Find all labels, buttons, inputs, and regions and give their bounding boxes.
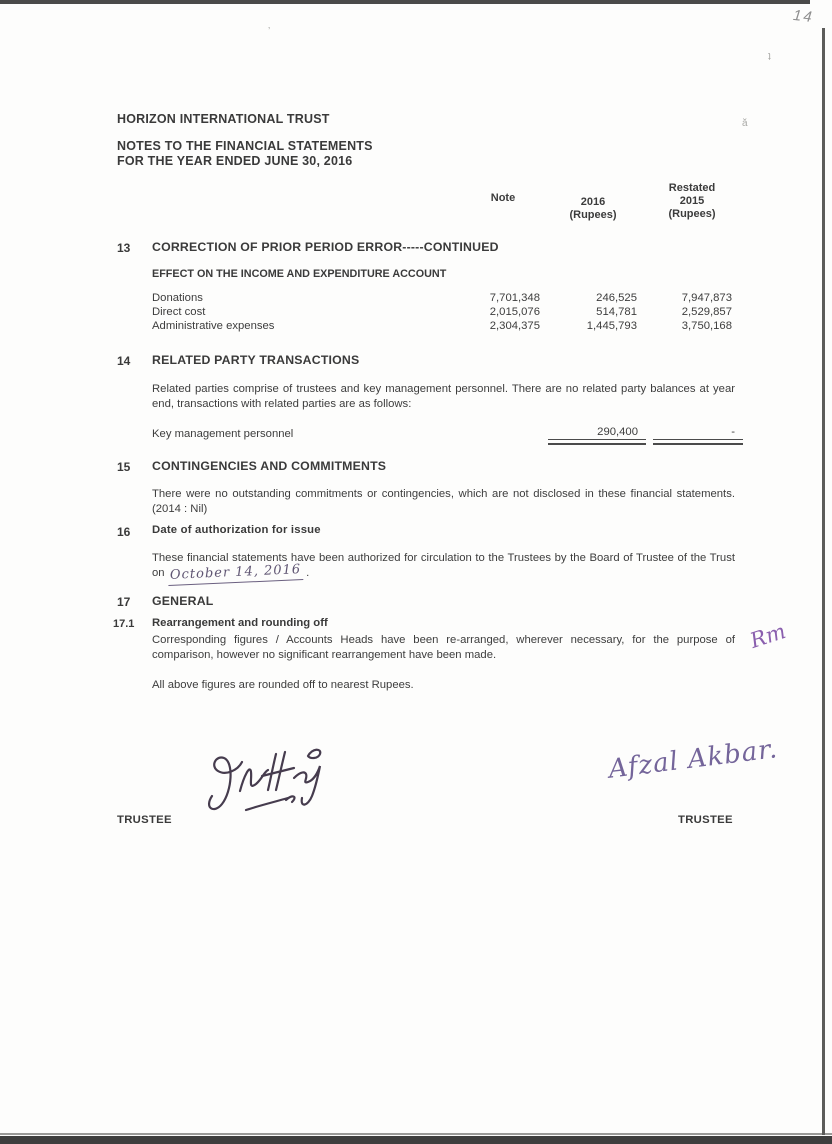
section-14-title: RELATED PARTY TRANSACTIONS [152, 353, 360, 367]
row-value-note-col: 2,015,076 [489, 306, 540, 318]
section-15-number: 15 [117, 460, 131, 474]
kmp-value-2015-text: - [653, 426, 743, 440]
row-label: Donations [152, 292, 203, 304]
section-16-title: Date of authorization for issue [152, 524, 321, 536]
row-label: Direct cost [152, 306, 206, 318]
col-header-restated-2015 [650, 182, 734, 221]
row-value-note-col: 7,701,348 [489, 292, 540, 304]
scan-speck: ʇ [768, 52, 771, 63]
scan-speck: ’ [268, 26, 271, 37]
kmp-value-2016 [548, 426, 646, 445]
section-13-title: CORRECTION OF PRIOR PERIOD ERROR-----CONTINUED [152, 240, 499, 254]
scan-speck: ӑ [742, 118, 748, 129]
section-13-subtitle: EFFECT ON THE INCOME AND EXPENDITURE ACCOUNT [152, 268, 447, 280]
row-value-note-col: 2,304,375 [489, 320, 540, 332]
rearrangement-paragraph: Corresponding figures / Accounts Heads have been re-arranged, wherever necessary, for the purpose of comparison, however no significant rearrangement have been made. [152, 634, 735, 661]
col-header-restated: Restated [668, 182, 716, 194]
org-name: HORIZON INTERNATIONAL TRUST [117, 112, 330, 126]
section-14-number: 14 [117, 354, 131, 368]
initials-handwritten: Rm [747, 619, 789, 653]
row-value-2015: 2,529,857 [681, 306, 732, 318]
trustee-label-left: TRUSTEE [117, 814, 172, 826]
kmp-value-2015 [653, 426, 743, 445]
section-16-number: 16 [117, 525, 131, 539]
section-17-title: GENERAL [152, 594, 214, 608]
rounding-paragraph: All above figures are rounded off to nearest Rupees. [152, 679, 414, 691]
row-value-2016: 246,525 [596, 292, 637, 304]
col-header-2016 [553, 196, 633, 222]
col-header-2015-unit: (Rupees) [668, 208, 716, 220]
doc-title [117, 139, 373, 168]
signature-right: Afzal Akbar. [606, 734, 780, 785]
kmp-value-2016-text: 290,400 [548, 426, 646, 440]
rearrangement-heading: Rearrangement and rounding off [152, 617, 328, 629]
col-header-2016-year: 2016 [580, 196, 606, 208]
doc-title-line2: FOR THE YEAR ENDED JUNE 30, 2016 [117, 153, 353, 168]
authorization-paragraph [152, 551, 735, 582]
section-17-number: 17 [117, 595, 131, 609]
row-value-2015: 7,947,873 [681, 292, 732, 304]
col-header-note: Note [490, 192, 516, 204]
page-number-handwritten: 14 [792, 6, 815, 27]
section-17-1-number: 17.1 [113, 618, 135, 630]
kmp-row-label: Key management personnel [152, 428, 294, 440]
related-party-paragraph: Related parties comprise of trustees and key management personnel. There are no related party balances at year end, transactions with related parties are as follows: [152, 383, 735, 410]
doc-title-line1: NOTES TO THE FINANCIAL STATEMENTS [117, 139, 373, 153]
trustee-label-right: TRUSTEE [678, 814, 733, 826]
section-13-number: 13 [117, 241, 131, 255]
signature-left-strokes [190, 736, 330, 821]
row-label: Administrative expenses [152, 320, 275, 332]
col-header-2016-unit: (Rupees) [569, 209, 617, 221]
row-value-2015: 3,750,168 [681, 320, 732, 332]
scan-top-edge [0, 0, 810, 4]
row-value-2016: 1,445,793 [586, 320, 637, 332]
scan-bottom-edge [0, 1136, 832, 1144]
scan-bottom-edge-line [0, 1133, 832, 1135]
authorization-text-after: . [302, 566, 310, 579]
row-value-2016: 514,781 [596, 306, 637, 318]
authorization-text-before: These financial statements have been authorized for circulation to the Trustees by the Board of Trustee of the Trust on [152, 552, 735, 579]
col-header-2015-year: 2015 [679, 195, 705, 207]
scan-right-edge [822, 28, 825, 1135]
section-15-title: CONTINGENCIES AND COMMITMENTS [152, 459, 387, 473]
handwritten-date: October 14, 2016 [167, 563, 303, 585]
contingencies-paragraph: There were no outstanding commitments or contingencies, which are not disclosed in these financial statements. (2014 : Nil) [152, 488, 735, 515]
signature-left [190, 736, 330, 826]
